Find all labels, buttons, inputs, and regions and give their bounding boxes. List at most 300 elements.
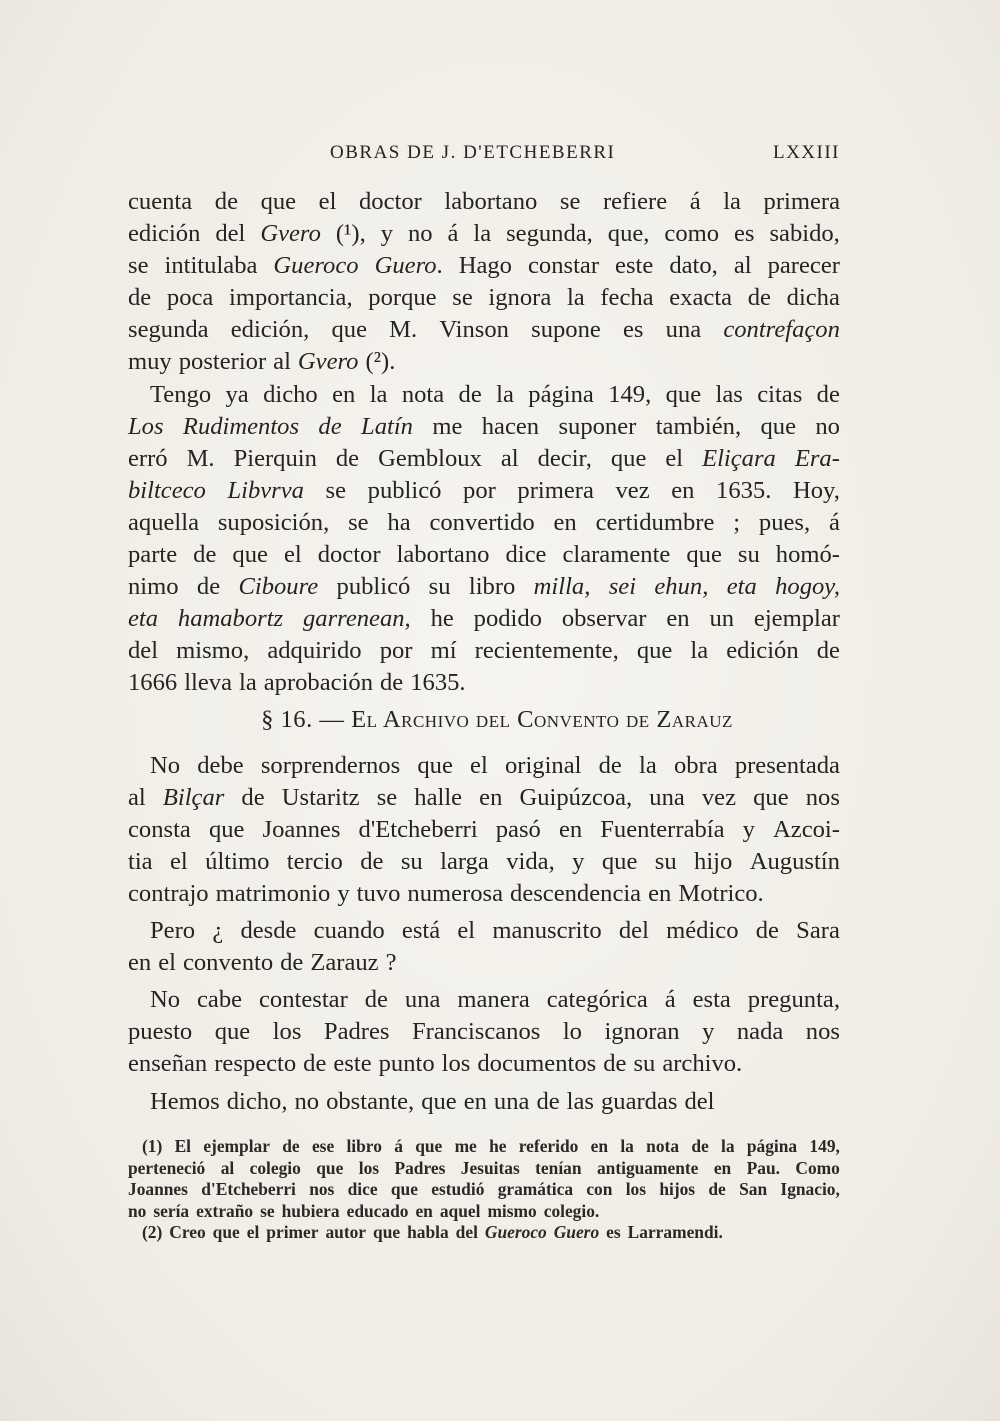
- word: convertido: [429, 508, 535, 536]
- word: del: [684, 1087, 715, 1115]
- page-folio: LXXIII: [772, 142, 840, 163]
- word: exacta: [669, 284, 733, 312]
- word: Joannes: [262, 815, 341, 843]
- word: que: [753, 783, 789, 811]
- text-line: [128, 947, 840, 979]
- paragraph: [128, 379, 840, 700]
- word: cuando: [313, 917, 385, 945]
- word: habla: [407, 1222, 449, 1243]
- word: la: [238, 669, 257, 697]
- word: ya: [225, 380, 249, 408]
- word: su: [633, 1050, 656, 1078]
- word: ejemplar: [203, 1136, 270, 1156]
- word: hubiera: [281, 1200, 340, 1221]
- word: con: [586, 1179, 613, 1200]
- word: hogoy,: [775, 573, 840, 601]
- text-line: [128, 314, 840, 346]
- word: Pero: [150, 917, 196, 945]
- word: nos: [805, 783, 840, 811]
- word: nota: [401, 380, 445, 408]
- word: primer: [266, 1222, 319, 1243]
- word: tercio: [286, 847, 343, 875]
- word: respecto: [214, 1050, 297, 1078]
- word: que: [390, 1179, 418, 1200]
- word: que: [601, 847, 638, 875]
- word: se: [452, 284, 473, 312]
- word: poca: [166, 284, 214, 312]
- text-line: [128, 814, 840, 846]
- word: tenían: [535, 1157, 582, 1178]
- word: erró: [128, 444, 168, 472]
- word: de: [196, 573, 221, 601]
- word: esta: [692, 986, 731, 1014]
- word: publicó: [336, 573, 411, 601]
- word: la: [566, 284, 585, 312]
- word: biltceco: [128, 476, 206, 504]
- word: dicho: [263, 380, 318, 408]
- word: aprobación: [263, 669, 373, 697]
- word: en: [332, 380, 356, 408]
- word: he: [430, 605, 454, 633]
- word: del: [618, 917, 649, 945]
- word: vida,: [506, 847, 555, 875]
- word: que: [610, 444, 647, 472]
- text-line: [128, 379, 840, 411]
- word: desde: [240, 917, 297, 945]
- word: Motrico.: [678, 879, 764, 907]
- word: ejemplar: [753, 605, 840, 633]
- word: antiguamente: [596, 1157, 699, 1178]
- word: Azcoi-: [773, 815, 840, 843]
- word: se: [128, 252, 149, 280]
- word: Tengo: [150, 380, 212, 408]
- word: supone: [531, 316, 601, 344]
- word: en: [590, 1136, 609, 1156]
- text-line: [128, 1048, 840, 1080]
- word: el: [470, 751, 488, 779]
- text-line: [128, 915, 840, 947]
- word: por: [463, 476, 496, 504]
- word: Sara: [796, 917, 840, 945]
- word: certidumbre: [595, 508, 715, 536]
- word: constar: [528, 252, 600, 280]
- word: fecha: [600, 284, 654, 312]
- word: no: [407, 220, 433, 248]
- word: está: [401, 917, 441, 945]
- word: ignora: [488, 284, 552, 312]
- paragraph: [128, 984, 840, 1080]
- word: presentada: [734, 751, 840, 779]
- word: sería: [153, 1200, 190, 1221]
- word: de: [303, 1050, 327, 1078]
- word: este: [333, 1050, 372, 1078]
- word: el: [158, 949, 176, 977]
- text-line: [128, 186, 840, 218]
- word: es: [734, 220, 755, 248]
- word: aquel: [439, 1200, 481, 1221]
- word: mismo: [487, 1200, 537, 1221]
- word: adquirido: [267, 637, 362, 665]
- word: segunda: [128, 316, 209, 344]
- word: en: [558, 815, 583, 843]
- word: perteneció: [128, 1157, 206, 1178]
- word: parte: [128, 541, 178, 569]
- word: el: [246, 1222, 260, 1243]
- word: á: [447, 220, 459, 248]
- word: que: [212, 1222, 240, 1243]
- word: (²).: [365, 348, 396, 376]
- word: como: [664, 220, 720, 248]
- word: Franciscanos: [411, 1018, 541, 1046]
- word: Guero.: [374, 252, 443, 280]
- word: Gembloux: [378, 444, 482, 472]
- word: este: [615, 252, 654, 280]
- word: su: [654, 847, 677, 875]
- word: observar: [561, 605, 647, 633]
- text-line: [128, 346, 840, 378]
- word: pregunta,: [747, 986, 840, 1014]
- word: suponer: [558, 412, 637, 440]
- word: ?: [385, 949, 397, 977]
- word: citas: [757, 380, 803, 408]
- text-line: [128, 635, 840, 667]
- word: Bilçar: [162, 783, 225, 811]
- word: tuvo: [356, 879, 401, 907]
- text-line: [128, 603, 840, 635]
- word: la: [496, 380, 514, 408]
- word: en: [671, 476, 695, 504]
- word: el: [457, 917, 476, 945]
- word: lleva: [184, 669, 232, 697]
- word: y: [742, 815, 755, 843]
- word: cuenta: [128, 188, 193, 215]
- text-line: [128, 571, 840, 603]
- word: el: [170, 847, 188, 875]
- text-line: [128, 846, 840, 878]
- word: su: [428, 573, 451, 601]
- word: ¿: [212, 917, 224, 945]
- word: que: [214, 1018, 251, 1046]
- word: intitulaba: [164, 252, 258, 280]
- word: se: [260, 1200, 275, 1221]
- word: claramente: [562, 541, 671, 569]
- word: podido: [473, 605, 542, 633]
- word: que: [417, 751, 453, 779]
- word: de: [241, 783, 265, 811]
- word: Ciboure: [238, 573, 319, 601]
- word: (1): [142, 1136, 163, 1156]
- text-line: [128, 282, 840, 314]
- word: que: [686, 541, 722, 569]
- word: d'Etcheberri: [358, 815, 478, 843]
- word: Pierquin: [233, 444, 317, 472]
- word: categórica: [546, 986, 648, 1014]
- word: colegio: [249, 1157, 301, 1178]
- word: la: [690, 637, 709, 665]
- word: una: [493, 1087, 530, 1115]
- word: de: [816, 637, 840, 665]
- word: extraño: [196, 1200, 254, 1221]
- word: se: [325, 476, 347, 504]
- word: larga: [440, 847, 489, 875]
- word: Gueroco: [484, 1222, 547, 1243]
- word: de: [318, 412, 342, 440]
- word: de: [708, 1179, 726, 1200]
- word: que: [415, 1136, 443, 1156]
- word: que,: [607, 220, 650, 248]
- word: Eliçara: [702, 444, 776, 472]
- word: de: [214, 188, 238, 215]
- word: de: [747, 284, 771, 312]
- word: de: [280, 949, 304, 977]
- word: mí: [430, 637, 457, 665]
- word: ignoran: [604, 1018, 680, 1046]
- word: se: [376, 783, 398, 811]
- word: su: [737, 541, 760, 569]
- word: los: [441, 1050, 471, 1078]
- text-line: [128, 507, 840, 539]
- word: en: [648, 879, 672, 907]
- word: página: [746, 1136, 798, 1156]
- running-title: OBRAS DE J. D'ETCHEBERRI: [330, 142, 616, 163]
- word: eta: [128, 605, 159, 633]
- word: libro: [468, 573, 516, 601]
- word: los: [358, 1157, 380, 1178]
- word: dice: [505, 541, 547, 569]
- body-text: [128, 186, 840, 1118]
- word: descendencia: [510, 879, 642, 907]
- word: gramática: [497, 1179, 574, 1200]
- word: Rudimentos: [182, 412, 300, 440]
- footnote-line: [128, 1136, 840, 1158]
- word: y: [380, 220, 394, 248]
- word: Guero: [553, 1222, 600, 1243]
- text-line: [128, 250, 840, 282]
- footnote: [128, 1136, 840, 1222]
- word: contrajo: [128, 879, 209, 907]
- word: los: [272, 1018, 302, 1046]
- word: ;: [733, 508, 741, 536]
- word: publicó: [367, 476, 442, 504]
- word: Ignacio,: [780, 1179, 840, 1200]
- word: en: [128, 949, 152, 977]
- word: porque: [368, 284, 437, 312]
- word: milla,: [533, 573, 591, 601]
- word: Gueroco: [273, 252, 359, 280]
- text-line: [128, 1016, 840, 1048]
- word: las: [715, 380, 743, 408]
- word: posterior: [178, 348, 267, 376]
- word: me: [432, 412, 463, 440]
- word: estudió: [431, 1179, 485, 1200]
- paragraph: [128, 1086, 840, 1118]
- word: y: [702, 1018, 715, 1046]
- word: M.: [186, 444, 215, 472]
- word: ha: [387, 508, 411, 536]
- word: Joannes: [128, 1179, 188, 1200]
- word: la: [639, 751, 657, 779]
- word: una: [649, 783, 685, 811]
- word: vez: [615, 476, 650, 504]
- word: documentos: [477, 1050, 597, 1078]
- word: del: [215, 220, 246, 248]
- word: dicha: [786, 284, 840, 312]
- word: labortano: [444, 188, 538, 215]
- word: Creo: [169, 1222, 206, 1243]
- word: pues,: [758, 508, 811, 536]
- word: Jesuitas: [460, 1157, 520, 1178]
- word: manuscrito: [492, 917, 602, 945]
- word: Augustín: [749, 847, 840, 875]
- word: matrimonio: [215, 879, 331, 907]
- text-line: [128, 443, 840, 475]
- word: consta: [128, 815, 191, 843]
- word: no: [128, 1200, 147, 1221]
- word: y: [572, 847, 585, 875]
- word: Gvero: [297, 348, 359, 376]
- word: de: [755, 917, 779, 945]
- word: del: [455, 1222, 478, 1243]
- word: hamabortz: [177, 605, 284, 633]
- word: Padres: [394, 1157, 446, 1178]
- word: Libvrva: [227, 476, 304, 504]
- word: de: [380, 669, 404, 697]
- word: á: [664, 986, 676, 1014]
- word: cabe: [197, 986, 243, 1014]
- word: de: [282, 1136, 300, 1156]
- word: 149,: [608, 380, 652, 408]
- word: Padres: [323, 1018, 390, 1046]
- word: educado: [346, 1200, 409, 1221]
- word: de: [128, 284, 152, 312]
- word: de: [360, 847, 384, 875]
- word: contrefaçon: [723, 316, 840, 344]
- text-line: [128, 984, 840, 1016]
- word: Hoy,: [792, 476, 840, 504]
- word: Era-: [794, 444, 840, 472]
- word: Vinson: [439, 316, 509, 344]
- word: autor: [325, 1222, 367, 1243]
- word: colegio.: [543, 1200, 600, 1221]
- word: dato,: [669, 252, 718, 280]
- paragraph: [128, 915, 840, 979]
- word: una: [404, 986, 441, 1014]
- word: al: [273, 348, 291, 376]
- word: parecer: [767, 252, 840, 280]
- word: San: [739, 1179, 768, 1200]
- word: de: [335, 444, 360, 472]
- word: su: [400, 847, 423, 875]
- word: convento: [182, 949, 274, 977]
- word: Los: [128, 412, 164, 440]
- footnote-line: [128, 1201, 840, 1223]
- word: Hago: [458, 252, 512, 280]
- word: 1666: [128, 669, 178, 697]
- word: sei: [608, 573, 637, 601]
- section-number: § 16. —: [261, 705, 345, 733]
- word: la: [369, 380, 388, 408]
- word: un: [709, 605, 735, 633]
- section-title: El Archivo del Convento de Zarauz: [351, 705, 733, 733]
- word: halle: [414, 783, 463, 811]
- word: la: [473, 220, 492, 248]
- word: Guipúzcoa,: [519, 783, 633, 811]
- word: y: [337, 879, 350, 907]
- word: he: [489, 1136, 507, 1156]
- word: nada: [736, 1018, 784, 1046]
- word: homó-: [775, 541, 840, 569]
- word: tia: [128, 847, 153, 875]
- word: No: [150, 986, 181, 1014]
- word: M.: [389, 316, 418, 344]
- word: debe: [197, 751, 244, 779]
- text-line: [128, 411, 840, 443]
- word: refiere: [602, 188, 668, 215]
- word: en: [415, 1200, 433, 1221]
- word: importancia,: [229, 284, 353, 312]
- word: de: [364, 986, 388, 1014]
- word: aquella: [128, 508, 200, 536]
- word: me: [454, 1136, 477, 1156]
- word: es: [606, 1222, 621, 1243]
- word: sabido,: [769, 220, 840, 248]
- word: una: [665, 316, 702, 344]
- word: sorprendernos: [260, 751, 401, 779]
- word: la: [723, 188, 741, 215]
- word: no: [294, 1087, 320, 1115]
- word: de: [598, 751, 622, 779]
- word: la: [721, 1136, 735, 1156]
- word: recientemente,: [474, 637, 619, 665]
- word: el: [665, 444, 684, 472]
- word: último: [205, 847, 270, 875]
- word: Latín: [361, 412, 413, 440]
- word: d'Etcheberri: [201, 1179, 296, 1200]
- word: 1635.: [716, 476, 772, 504]
- word: en: [553, 508, 577, 536]
- word: 149,: [809, 1136, 840, 1156]
- word: al: [733, 252, 752, 280]
- word: se: [348, 508, 369, 536]
- word: Fuenterrabía: [600, 815, 725, 843]
- word: por: [379, 637, 413, 665]
- word: nos: [805, 1018, 840, 1046]
- word: en: [463, 1087, 487, 1115]
- word: ehun,: [654, 573, 709, 601]
- word: que: [260, 188, 297, 215]
- word: (¹),: [335, 220, 366, 248]
- footnote-line: [128, 1222, 840, 1244]
- word: guardas: [600, 1087, 678, 1115]
- word: que: [316, 1157, 344, 1178]
- word: página: [528, 380, 594, 408]
- word: que: [760, 412, 796, 440]
- word: suposición,: [217, 508, 330, 536]
- word: Pau.: [746, 1157, 780, 1178]
- word: Ustaritz: [281, 783, 360, 811]
- word: hijos: [659, 1179, 696, 1200]
- word: referido: [518, 1136, 579, 1156]
- word: dice: [347, 1179, 378, 1200]
- word: se: [559, 188, 581, 215]
- word: libro: [346, 1136, 382, 1156]
- word: numerosa: [407, 879, 504, 907]
- word: lo: [562, 1018, 582, 1046]
- word: médico: [666, 917, 739, 945]
- word: en: [666, 605, 690, 633]
- text-line: [128, 750, 840, 782]
- word: nimo: [128, 573, 179, 601]
